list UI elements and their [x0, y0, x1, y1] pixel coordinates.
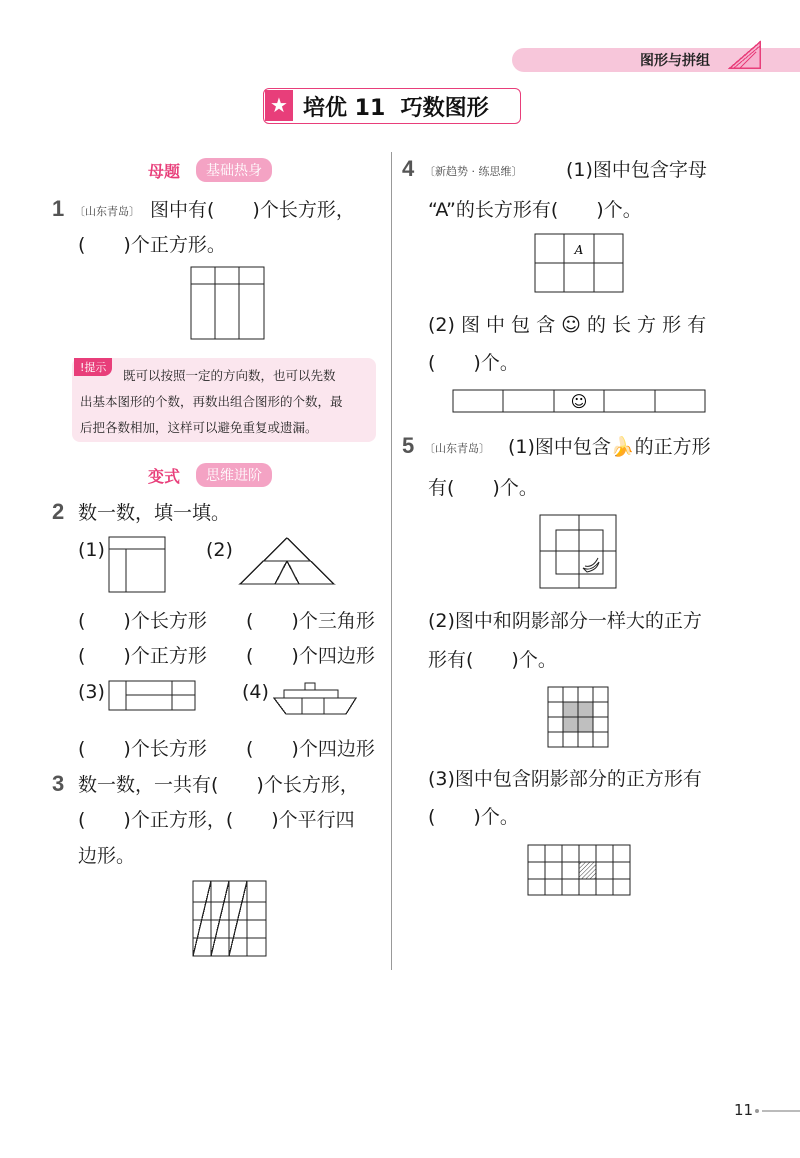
q4-grid-figure [534, 233, 626, 295]
header-section: 图形与拼组 [640, 53, 710, 69]
q2-answer-6: ( )个四边形 [246, 738, 375, 760]
title-star-badge [265, 90, 293, 121]
q1-tag: 〔山东青岛〕 [74, 205, 140, 218]
q4-tag: 〔新趋势 · 练思维〕 [424, 165, 523, 178]
section-variant-label: 变式 [148, 467, 181, 486]
q2-answer-4: ( )个四边形 [246, 645, 375, 667]
section-base-pill: 基础热身 [196, 158, 272, 182]
q4-strip-figure [452, 389, 708, 415]
banana-icon [583, 558, 599, 572]
q2-answer-1: ( )个长方形 [78, 610, 207, 632]
hint-line-3: 后把各数相加，这样可以避免重复或遗漏。 [80, 420, 318, 435]
q2-number: 2 [52, 499, 65, 524]
q2-fig3-label: (3) [78, 681, 105, 703]
triangle-ruler-icon [728, 40, 762, 70]
q3-line2: ( )个正方形，( )个平行四 [78, 809, 355, 831]
exclamation-icon: ! [80, 361, 85, 374]
q5-number: 5 [402, 433, 415, 458]
q5-p2-line2: 形有( )个。 [428, 649, 557, 671]
smiley-icon: ☺ [570, 392, 588, 411]
q5-p2-line1: (2)图中和阴影部分一样大的正方 [428, 610, 702, 632]
q1-line1: 图中有( )个长方形， [150, 199, 355, 221]
q2-figure-2 [238, 536, 336, 586]
q5-figure-1 [539, 514, 619, 590]
q1-number: 1 [52, 196, 65, 221]
column-divider [391, 152, 392, 970]
q3-figure [192, 880, 268, 958]
q2-fig4-label: (4) [242, 681, 269, 703]
q1-line2: ( )个正方形。 [78, 234, 226, 256]
q4-p1-line2: “A”的长方形有( )个。 [428, 199, 642, 221]
q5-p1-line1: (1)图中包含🍌的正方形 [508, 436, 711, 458]
q5-figure-2 [547, 686, 611, 748]
q4-p2-line2: ( )个。 [428, 352, 519, 374]
q2-text: 数一数，填一填。 [78, 502, 231, 524]
section-base-label: 母题 [148, 162, 181, 181]
q3-line1: 数一数，一共有( )个长方形， [78, 774, 359, 796]
q5-tag: 〔山东青岛〕 [424, 442, 490, 455]
page-title: 培优 11 巧数图形 [303, 96, 489, 121]
q3-line3: 边形。 [78, 845, 136, 867]
page-number-dot [755, 1109, 759, 1113]
q4-p2-line1: (2) 图 中 包 含 ☺ 的 长 方 形 有 [428, 314, 707, 336]
q4-number: 4 [402, 156, 415, 181]
q2-figure-1 [108, 536, 168, 594]
q3-number: 3 [52, 771, 65, 796]
q2-fig2-label: (2) [206, 539, 233, 561]
star-icon: ★ [270, 93, 288, 117]
q2-answer-5: ( )个长方形 [78, 738, 207, 760]
q2-figure-4 [272, 682, 362, 716]
q2-answer-3: ( )个正方形 [78, 645, 207, 667]
q1-figure [190, 266, 266, 341]
hint-line-2: 出基本图形的个数，再数出组合图形的个数，最 [80, 394, 343, 409]
hint-badge: !提示 [74, 358, 112, 376]
q4-p1-line1: (1)图中包含字母 [566, 159, 707, 181]
page-number: 11 [734, 1101, 754, 1119]
q2-figure-3 [108, 680, 198, 712]
q5-figure-3 [527, 844, 633, 896]
q5-p3-line1: (3)图中包含阴影部分的正方形有 [428, 768, 702, 790]
hint-line-1: 既可以按照一定的方向数，也可以先数 [123, 368, 336, 383]
q2-fig1-label: (1) [78, 539, 105, 561]
section-variant-pill: 思维进阶 [196, 463, 272, 487]
footer-line [762, 1110, 800, 1112]
q4-grid-letter: A [574, 243, 584, 257]
q2-answer-2: ( )个三角形 [246, 610, 375, 632]
q5-p3-line2: ( )个。 [428, 806, 519, 828]
q5-p1-line2: 有( )个。 [428, 477, 538, 499]
